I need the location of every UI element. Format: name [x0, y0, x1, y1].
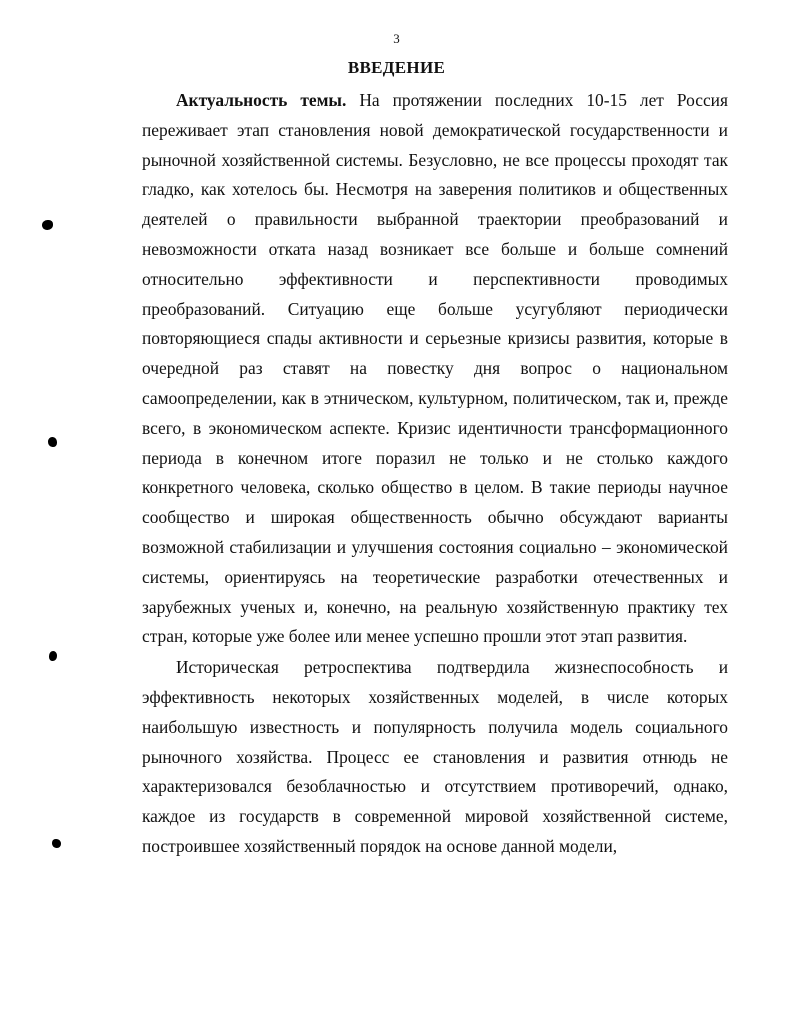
- section-heading: ВВЕДЕНИЕ: [347, 58, 446, 77]
- scan-mark: [52, 839, 61, 848]
- paragraph-1: [142, 86, 728, 652]
- paragraph-2: [142, 653, 728, 862]
- paragraph-2-text: Историческая ретроспектива подтвердила жизнеспособность и эффективность некоторых хозяйственных моделей, в числе которых наибольшую известность и популярность получила модель социального рыночного хозяйства. Процесс ее становления и развития отнюдь не характеризовался безоблачностью и отсутствием противоречий, однако, каждое из государств в современной мировой хозяйственной системе, построившее хозяйственный порядок на основе данной модели,: [142, 657, 728, 856]
- paragraph-1-text: На протяжении последних 10-15 лет Россия переживает этап становления новой демократической государственности и рыночной хозяйственной системы. Безусловно, не все процессы проходят так гладко, как хотелось бы. Несмотря на заверения политиков и общественных деятелей о правильности выбранной траектории преобразований и невозможности отката назад возникает все больше и больше сомнений относительно эффективности и перспективности проводимых преобразований. Ситуацию еще больше усугубляют периодически повторяющиеся спады активности и серьезные кризисы развития, которые в очередной раз ставят на повестку дня вопрос о национальном самоопределении, как в этническом, культурном, политическом, так и, прежде всего, в экономическом аспекте. Кризис идентичности трансформационного периода в конечном итоге поразил не только и не столько каждого конкретного человека, сколько общество в целом. В такие периоды научное сообщество и широкая общественность обычно обсуждают варианты возможной стабилизации и улучшения состояния социально – экономической системы, ориентируясь на теоретические разработки отечественных и зарубежных ученых и, конечно, на реальную хозяйственную практику тех стран, которые уже более или менее успешно прошли этот этап развития.: [142, 90, 728, 647]
- page-number: 3: [393, 31, 400, 46]
- paragraph-lead: Актуальность темы.: [176, 90, 347, 110]
- scan-mark: [48, 437, 57, 447]
- scan-mark: [42, 220, 53, 230]
- scan-mark: [49, 651, 57, 661]
- body-text: [142, 86, 728, 862]
